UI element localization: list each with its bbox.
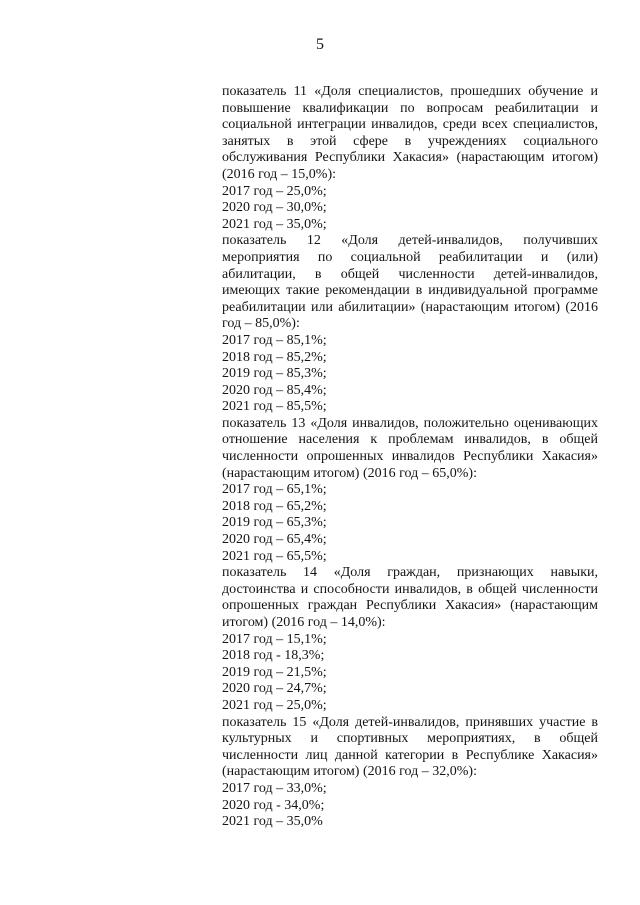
text-line: 2021 год – 85,5%; xyxy=(222,399,327,415)
text-line: занятых в этой сфере в учреждениях социального xyxy=(222,133,598,149)
text-line: обслуживания Республики Хакасия» (нарастающим итогом) xyxy=(222,150,598,166)
text-line: показатель 14 «Доля граждан, признающих навыки, xyxy=(222,565,598,581)
text-line: 2017 год – 15,1%; xyxy=(222,631,327,647)
text-line: 2017 год – 25,0%; xyxy=(222,183,327,199)
text-line: 2019 год – 21,5%; xyxy=(222,664,327,680)
text-line: (нарастающим итогом) (2016 год – 65,0%): xyxy=(222,465,477,481)
document-body xyxy=(222,84,598,831)
text-line: 2020 год – 30,0%; xyxy=(222,200,327,216)
text-line: показатель 15 «Доля детей-инвалидов, принявших участие в xyxy=(222,714,598,730)
text-line: абилитации, в общей численности детей-инвалидов, xyxy=(222,266,598,282)
text-line: 2021 год – 65,5%; xyxy=(222,548,327,564)
text-line: повышение квалификации по вопросам реабилитации и xyxy=(222,100,598,116)
page-number: 5 xyxy=(316,36,324,53)
text-line: 2017 год – 85,1%; xyxy=(222,332,327,348)
text-line: 2021 год – 35,0%; xyxy=(222,216,327,232)
text-line: 2018 год – 65,2%; xyxy=(222,498,327,514)
text-line: показатель 13 «Доля инвалидов, положительно оценивающих xyxy=(222,415,598,431)
text-line: 2021 год – 35,0% xyxy=(222,814,323,830)
text-line: культурных и спортивных мероприятиях, в общей xyxy=(222,731,598,747)
text-line: отношение населения к проблемам инвалидов, в общей xyxy=(222,432,598,448)
text-line: 2018 год – 85,2%; xyxy=(222,349,327,365)
text-line: (нарастающим итогом) (2016 год – 32,0%): xyxy=(222,764,477,780)
text-line: показатель 12 «Доля детей-инвалидов, получивших xyxy=(222,233,598,249)
text-line: 2019 год – 85,3%; xyxy=(222,366,327,382)
text-line: 2020 год – 65,4%; xyxy=(222,532,327,548)
text-line: реабилитации или абилитации» (нарастающим итогом) (2016 xyxy=(222,299,598,315)
text-line: численности опрошенных инвалидов Республики Хакасия» xyxy=(222,449,598,465)
text-line: 2021 год – 25,0%; xyxy=(222,697,327,713)
text-line: 2018 год - 18,3%; xyxy=(222,648,325,664)
text-line: итогом) (2016 год – 14,0%): xyxy=(222,615,386,630)
text-line: 2017 год – 33,0%; xyxy=(222,780,327,796)
text-line: показатель 11 «Доля специалистов, прошедших обучение и xyxy=(222,84,598,99)
text-line: 2017 год – 65,1%; xyxy=(222,482,327,498)
text-line: мероприятия по социальной реабилитации и (или) xyxy=(222,249,598,265)
text-line: социальной интеграции инвалидов, среди всех специалистов, xyxy=(222,117,598,133)
text-line: (2016 год – 15,0%): xyxy=(222,166,336,182)
text-line: численности лиц данной категории в Республике Хакасия» xyxy=(222,747,598,763)
text-line: имеющих такие рекомендации в индивидуальной программе xyxy=(222,283,598,299)
text-line: год – 85,0%): xyxy=(222,316,300,332)
text-line: 2020 год – 24,7%; xyxy=(222,681,327,697)
text-line: 2020 год - 34,0%; xyxy=(222,797,325,813)
text-line: достоинства и способности инвалидов, в общей численности xyxy=(222,581,598,597)
text-line: опрошенных граждан Республики Хакасия» (нарастающим xyxy=(222,598,598,614)
text-line: 2019 год – 65,3%; xyxy=(222,515,327,531)
text-line: 2020 год – 85,4%; xyxy=(222,382,327,398)
